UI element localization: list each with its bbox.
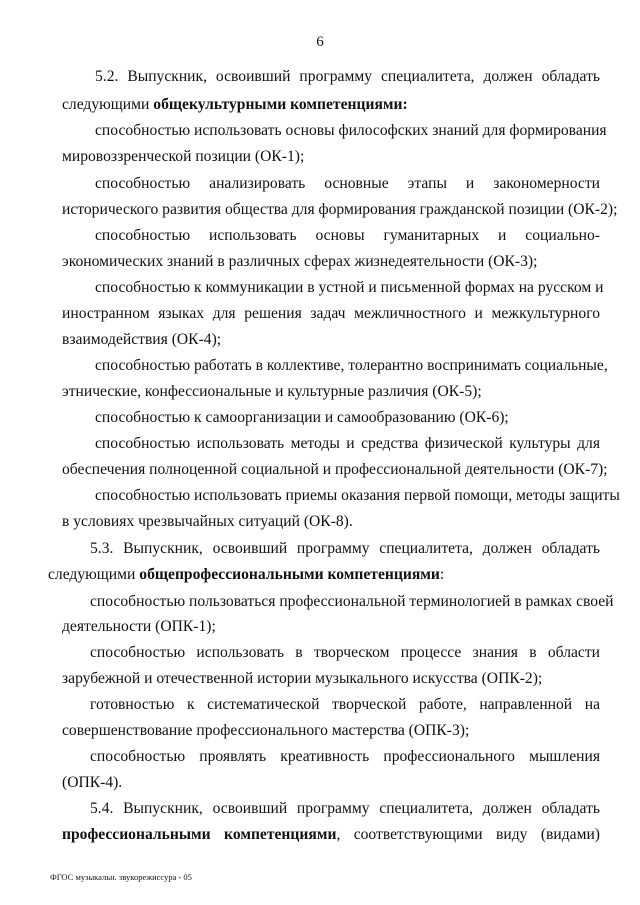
opk-2-line-2: зарубежной и отечественной истории музыкального искусства (ОПК-2); [62,670,543,687]
ok-5-line-1: способностью работать в коллективе, толерантно воспринимать социальные, [95,357,608,374]
section-5-3-intro: 5.3. Выпускник, освоивший программу специалитета, должен обладать [90,540,600,557]
ok-4-line-1: способностью к коммуникации в устной и письменной формах на русском и [95,279,604,296]
section-5-4-intro: 5.4. Выпускник, освоивший программу специалитета, должен обладать [90,800,600,817]
ok-2-line-2: исторического развития общества для формирования гражданской позиции (ОК-2); [62,201,618,218]
ok-4-line-3: взаимодействия (ОК-4); [62,331,222,348]
ok-7-line-2: обеспечения полноценной социальной и профессиональной деятельности (ОК-7); [62,461,608,478]
competence-type-general-cultural: общекультурными компетенциями [153,96,403,113]
opk-1-line-2: деятельности (ОПК-1); [62,618,216,635]
ok-8-line-1: способностью использовать приемы оказания первой помощи, методы защиты [95,487,620,504]
opk-2-line-1: способностью использовать в творческом процессе знания в области [90,644,600,661]
section-5-4-intro-cont: профессиональными компетенциями, соответствующими виду (видами) [62,826,600,843]
opk-1-line-1: способностью пользоваться профессиональной терминологией в рамках своей [90,593,614,610]
section-5-2-intro: 5.2. Выпускник, освоивший программу специалитета, должен обладать [95,68,600,85]
competence-type-general-professional: общепрофессиональными компетенциями [139,566,440,583]
competence-type-professional: профессиональными компетенциями [62,826,337,843]
ok-1-line-1: способностью использовать основы философских знаний для формирования [95,122,607,139]
opk-4-line-1: способностью проявлять креативность профессионального мышления [90,748,600,765]
ok-2-line-1: способностью анализировать основные этапы и закономерности [95,175,600,192]
ok-3-line-2: экономических знаний в различных сферах жизнедеятельности (ОК-3); [62,253,538,270]
opk-4-line-2: (ОПК-4). [62,774,123,791]
ok-5-line-2: этнические, конфессиональные и культурные различия (ОК-5); [62,383,482,400]
ok-6-line-1: способностью к самоорганизации и самообразованию (ОК-6); [95,409,509,426]
ok-8-line-2: в условиях чрезвычайных ситуаций (ОК-8). [62,513,353,530]
page-number: 6 [316,34,324,50]
page-footer: ФГОС музыкальн. звукорежиссура - 05 [50,872,192,882]
ok-3-line-1: способностью использовать основы гуманитарных и социально- [95,227,600,244]
ok-1-line-2: мировоззренческой позиции (ОК-1); [62,148,305,165]
opk-3-line-1: готовностью к систематической творческой работе, направленной на [90,696,600,713]
section-5-2-intro-cont: следующими общекультурными компетенциями: [62,96,408,113]
opk-3-line-2: совершенствование профессионального мастерства (ОПК-3); [62,722,470,739]
ok-7-line-1: способностью использовать методы и средства физической культуры для [95,435,600,452]
ok-4-line-2: иностранном языках для решения задач межличностного и межкультурного [62,305,600,322]
section-5-3-intro-cont: следующими общепрофессиональными компетенциями: [48,566,445,583]
